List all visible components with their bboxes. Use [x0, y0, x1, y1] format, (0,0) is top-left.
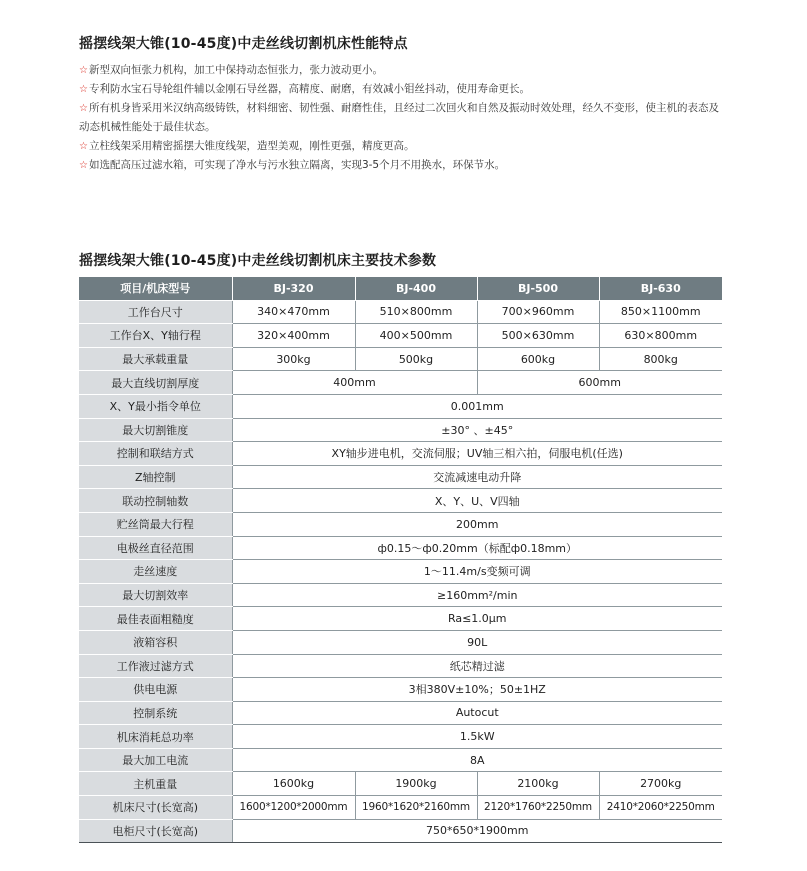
table-row: [79, 536, 722, 560]
table-cell: 2120*1760*2250mm: [477, 796, 599, 820]
row-label: 工作台X、Y轴行程: [79, 324, 232, 348]
table-row: [79, 300, 722, 324]
table-cell: 510×800mm: [355, 300, 477, 324]
row-label: 走丝速度: [79, 560, 232, 584]
table-row: [79, 701, 722, 725]
features-list: [79, 61, 729, 175]
table-row: [79, 607, 722, 631]
table-cell: 2100kg: [477, 772, 599, 796]
star-icon: ☆: [79, 84, 88, 95]
table-row: [79, 560, 722, 584]
table-row: [79, 442, 722, 466]
row-label: 机床消耗总功率: [79, 725, 232, 749]
table-cell: XY轴步进电机，交流伺服；UV轴三相六拍，伺服电机(任选): [232, 442, 722, 466]
feature-text: 如选配高压过滤水箱，可实现了净水与污水独立隔离，实现3-5个月不用换水，环保节水。: [88, 159, 506, 171]
table-row: [79, 512, 722, 536]
star-icon: ☆: [79, 103, 88, 114]
table-cell: 纸芯精过滤: [232, 654, 722, 678]
feature-item: [79, 156, 729, 175]
feature-text: 新型双向恒张力机构，加工中保持动态恒张力，张力波动更小。: [88, 64, 383, 76]
row-label: 工作台尺寸: [79, 300, 232, 324]
spec-table: [79, 277, 722, 843]
feature-item: [79, 61, 729, 80]
table-cell: 1600*1200*2000mm: [232, 796, 355, 820]
table-row: [79, 630, 722, 654]
table-row: [79, 394, 722, 418]
table-cell: 3相380V±10%；50±1HZ: [232, 678, 722, 702]
table-cell: Ra≤1.0μm: [232, 607, 722, 631]
star-icon: ☆: [79, 65, 88, 76]
row-label: 控制和联结方式: [79, 442, 232, 466]
features-title: 摇摆线架大锥(10-45度)中走丝线切割机床性能特点: [79, 36, 408, 52]
table-row: [79, 725, 722, 749]
table-cell: 500×630mm: [477, 324, 599, 348]
table-cell: 交流减速电动升降: [232, 465, 722, 489]
header-cell: BJ-630: [599, 277, 722, 300]
table-row: [79, 819, 722, 843]
table-cell: Autocut: [232, 701, 722, 725]
star-icon: ☆: [79, 141, 88, 152]
table-cell: 630×800mm: [599, 324, 722, 348]
feature-item: [79, 80, 729, 99]
header-cell: 项目/机床型号: [79, 277, 232, 300]
table-row: [79, 324, 722, 348]
table-cell: 850×1100mm: [599, 300, 722, 324]
table-cell: 600kg: [477, 347, 599, 371]
table-row: [79, 583, 722, 607]
row-label: Z轴控制: [79, 465, 232, 489]
table-cell: 600mm: [477, 371, 722, 395]
table-cell: 500kg: [355, 347, 477, 371]
star-icon: ☆: [79, 160, 88, 171]
row-label: 电极丝直径范围: [79, 536, 232, 560]
table-cell: ≥160mm²/min: [232, 583, 722, 607]
feature-text: 专利防水宝石导轮组件辅以金刚石导丝器，高精度、耐磨，有效减小钼丝抖动，使用寿命更长。: [88, 83, 530, 95]
table-row: [79, 418, 722, 442]
table-cell: 0.001mm: [232, 394, 722, 418]
row-label: 工作液过滤方式: [79, 654, 232, 678]
table-row: [79, 465, 722, 489]
table-cell: ±30° 、±45°: [232, 418, 722, 442]
table-cell: 1960*1620*2160mm: [355, 796, 477, 820]
table-cell: 90L: [232, 630, 722, 654]
table-cell: 700×960mm: [477, 300, 599, 324]
row-label: 最大直线切割厚度: [79, 371, 232, 395]
table-cell: 2700kg: [599, 772, 722, 796]
table-cell: 750*650*1900mm: [232, 819, 722, 843]
table-cell: 1600kg: [232, 772, 355, 796]
table-cell: 1～11.4m/s变频可调: [232, 560, 722, 584]
table-cell: 2410*2060*2250mm: [599, 796, 722, 820]
table-cell: X、Y、U、V四轴: [232, 489, 722, 513]
row-label: 电柜尺寸(长宽高): [79, 819, 232, 843]
table-row: [79, 654, 722, 678]
table-row: [79, 796, 722, 820]
table-row: [79, 347, 722, 371]
header-cell: BJ-500: [477, 277, 599, 300]
row-label: 最大加工电流: [79, 748, 232, 772]
feature-item: [79, 137, 729, 156]
feature-text: 立柱线架采用精密摇摆大锥度线架，造型美观，刚性更强，精度更高。: [88, 140, 415, 152]
table-cell: 1.5kW: [232, 725, 722, 749]
row-label: 最佳表面粗糙度: [79, 607, 232, 631]
table-row: [79, 678, 722, 702]
feature-item: [79, 99, 729, 137]
row-label: 联动控制轴数: [79, 489, 232, 513]
table-row: [79, 489, 722, 513]
table-cell: 340×470mm: [232, 300, 355, 324]
table-cell: ф0.15～ф0.20mm（标配ф0.18mm）: [232, 536, 722, 560]
table-header-row: [79, 277, 722, 300]
row-label: 控制系统: [79, 701, 232, 725]
specs-title: 摇摆线架大锥(10-45度)中走丝线切割机床主要技术参数: [79, 253, 437, 269]
table-row: [79, 772, 722, 796]
row-label: 贮丝筒最大行程: [79, 512, 232, 536]
row-label: 最大切割锥度: [79, 418, 232, 442]
table-cell: 800kg: [599, 347, 722, 371]
row-label: 供电电源: [79, 678, 232, 702]
row-label: 机床尺寸(长宽高): [79, 796, 232, 820]
table-row: [79, 371, 722, 395]
row-label: 液箱容积: [79, 630, 232, 654]
table-row: [79, 748, 722, 772]
row-label: X、Y最小指令单位: [79, 394, 232, 418]
table-cell: 8A: [232, 748, 722, 772]
table-cell: 400mm: [232, 371, 477, 395]
header-cell: BJ-400: [355, 277, 477, 300]
table-cell: 320×400mm: [232, 324, 355, 348]
table-cell: 400×500mm: [355, 324, 477, 348]
header-cell: BJ-320: [232, 277, 355, 300]
table-cell: 300kg: [232, 347, 355, 371]
row-label: 最大承载重量: [79, 347, 232, 371]
table-cell: 200mm: [232, 512, 722, 536]
row-label: 最大切割效率: [79, 583, 232, 607]
row-label: 主机重量: [79, 772, 232, 796]
feature-text: 所有机身皆采用米汉纳高级铸铁，材料细密、韧性强、耐磨性佳，且经过二次回火和自然及振动时效处理，经久不变形，使主机的表态及动态机械性能处于最佳状态。: [79, 102, 719, 133]
table-cell: 1900kg: [355, 772, 477, 796]
